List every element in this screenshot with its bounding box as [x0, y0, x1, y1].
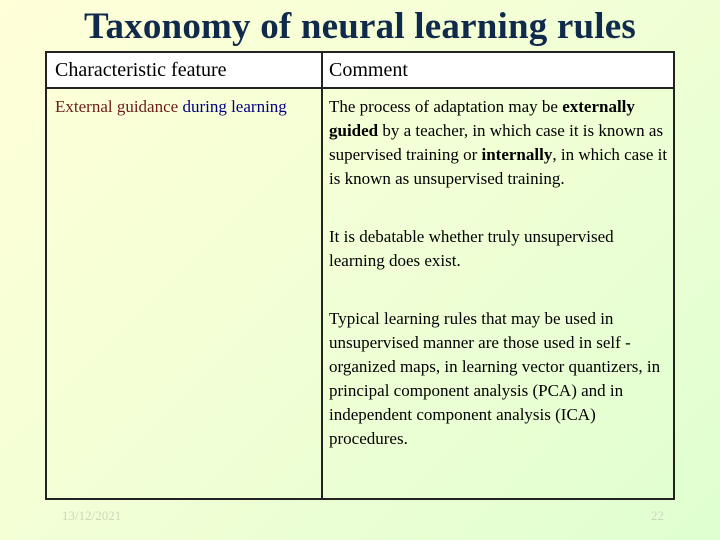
feature-emphasis: External guidance	[55, 97, 179, 116]
comment-paragraph-3: Typical learning rules that may be used in unsupervised manner are those used in self -organized maps, in learning vector quantizers, in principal component analysis (PCA) and in independent component analysis (ICA) procedures.	[329, 309, 661, 448]
footer-page-number: 22	[651, 508, 664, 523]
header-comment: Comment	[329, 59, 408, 81]
comment-bold-internally: internally	[481, 145, 553, 164]
feature-cell	[55, 95, 315, 119]
comment-paragraph-2: It is debatable whether truly unsupervised learning does exist.	[329, 227, 614, 270]
column-divider	[321, 53, 323, 498]
slide-title: Taxonomy of neural learning rules	[83, 6, 637, 47]
comment-text: by a teacher, in which case it is known as supervised training or	[329, 121, 664, 164]
comment-cell	[329, 95, 669, 451]
footer-date: 13/12/2021	[62, 508, 122, 523]
feature-rest: during learning	[178, 97, 287, 116]
taxonomy-table	[45, 51, 675, 500]
comment-text: The process of adaptation may be	[329, 97, 563, 116]
comment-bold-externally-guided: externally guided	[329, 97, 635, 140]
comment-text: , in which case it is known as unsupervised training.	[329, 145, 668, 188]
header-characteristic-feature: Characteristic feature	[55, 59, 227, 81]
table-header-row	[47, 53, 673, 89]
comment-paragraph-1	[329, 95, 669, 191]
